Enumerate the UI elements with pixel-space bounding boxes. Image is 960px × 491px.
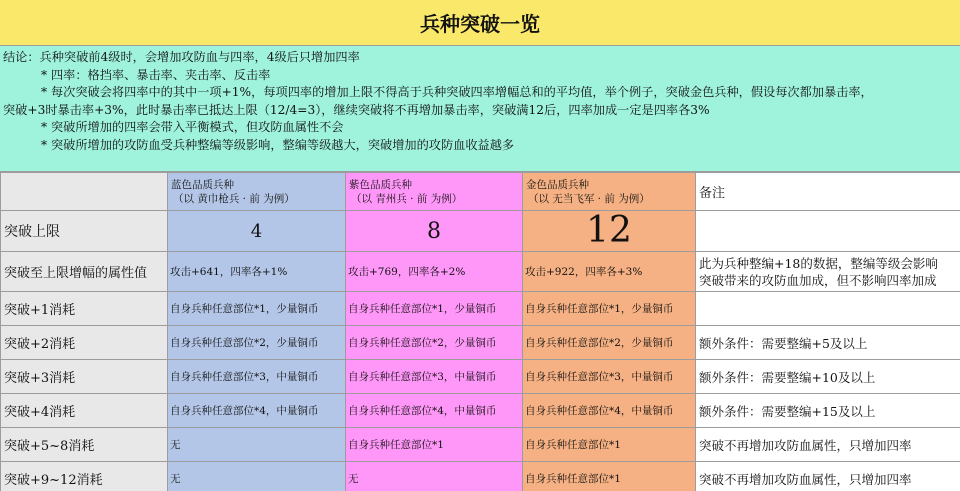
- cost-gold: 自身兵种任意部位*2，少量铜币: [523, 326, 696, 360]
- header-gold-sub: （以 无当飞军 · 前 为例）: [528, 192, 650, 205]
- table-row: [1, 326, 960, 360]
- cost-note: 额外条件：需要整编+10及以上: [696, 360, 960, 394]
- note-line-four-rates: * 四率：格挡率、暴击率、夹击率、反击率: [41, 67, 271, 82]
- attr-note-line1: 此为兵种整编+18的数据，整编等级会影响: [699, 255, 938, 271]
- row-label-limit: 突破上限: [1, 211, 168, 252]
- header-purple-title: 紫色品质兵种: [349, 178, 412, 191]
- cost-blue: 无: [168, 428, 346, 462]
- attr-gold: 攻击+922，四率各+3%: [523, 252, 696, 292]
- cost-note: 突破不再增加攻防血属性，只增加四率: [696, 428, 960, 462]
- header-empty-cell: [1, 173, 168, 211]
- cost-blue: 自身兵种任意部位*2，少量铜币: [168, 326, 346, 360]
- limit-purple: 8: [346, 211, 523, 252]
- page-title: 兵种突破一览: [0, 0, 960, 46]
- attr-purple: 攻击+769，四率各+2%: [346, 252, 523, 292]
- note-line-balance-mode: * 突破所增加的四率会带入平衡模式，但攻防血属性不会: [41, 120, 344, 134]
- row-label: 突破+1消耗: [1, 292, 168, 326]
- table-row: [1, 428, 960, 462]
- cost-gold: 自身兵种任意部位*3，中量铜币: [523, 360, 696, 394]
- breakthrough-table: [0, 172, 960, 491]
- attr-blue: 攻击+641，四率各+1%: [168, 252, 346, 292]
- cost-note: [696, 292, 960, 326]
- cost-gold: 自身兵种任意部位*1: [523, 428, 696, 462]
- cost-blue: 无: [168, 462, 346, 491]
- note-line-reorg-effect: * 突破所增加的攻防血受兵种整编等级影响，整编等级越大，突破增加的攻防血收益越多: [41, 137, 515, 152]
- conclusion-notes: [0, 46, 960, 172]
- table-row: [1, 462, 960, 491]
- cost-purple: 无: [346, 462, 523, 491]
- cost-blue: 自身兵种任意部位*3，中量铜币: [168, 360, 346, 394]
- header-gold-title: 金色品质兵种: [526, 178, 589, 191]
- limit-note: [696, 211, 960, 252]
- cost-gold: 自身兵种任意部位*1: [523, 462, 696, 491]
- cost-blue: 自身兵种任意部位*1，少量铜币: [168, 292, 346, 326]
- table-row-attr: [1, 252, 960, 292]
- note-line-rate-cap-cont: 突破+3时暴击率+3%，此时暴击率已抵达上限（12/4=3），继续突破将不再增加暴击率，突破满12后，四率加成一定是四率各3%: [3, 102, 710, 117]
- limit-blue: 4: [168, 211, 346, 252]
- cost-blue: 自身兵种任意部位*4，中量铜币: [168, 394, 346, 428]
- header-blue-sub: （以 黄巾枪兵 · 前 为例）: [173, 192, 295, 205]
- row-label: 突破+3消耗: [1, 360, 168, 394]
- row-label-attr: 突破至上限增幅的属性值: [1, 252, 168, 292]
- cost-note: 额外条件：需要整编+15及以上: [696, 394, 960, 428]
- cost-note: 额外条件：需要整编+5及以上: [696, 326, 960, 360]
- header-note: 备注: [696, 173, 960, 211]
- cost-purple: 自身兵种任意部位*4，中量铜币: [346, 394, 523, 428]
- cost-note: 突破不再增加攻防血属性，只增加四率: [696, 462, 960, 491]
- cost-gold: 自身兵种任意部位*1，少量铜币: [523, 292, 696, 326]
- row-label: 突破+9~12消耗: [1, 462, 168, 491]
- table-row-limit: [1, 211, 960, 252]
- table-row: [1, 292, 960, 326]
- header-blue: [168, 173, 346, 211]
- attr-note: [696, 252, 960, 292]
- row-label: 突破+5~8消耗: [1, 428, 168, 462]
- header-blue-title: 蓝色品质兵种: [171, 178, 234, 191]
- cost-gold: 自身兵种任意部位*4，中量铜币: [523, 394, 696, 428]
- limit-gold: 12: [523, 211, 696, 252]
- cost-purple: 自身兵种任意部位*1，少量铜币: [346, 292, 523, 326]
- note-line-rate-cap: * 每次突破会将四率中的其中一项+1%，每项四率的增加上限不得高于兵种突破四率增幅总和的平均值，举个例子，突破金色兵种，假设每次都加暴击率，: [41, 85, 873, 99]
- cost-purple: 自身兵种任意部位*1: [346, 428, 523, 462]
- table-header-row: [1, 173, 960, 211]
- header-gold: [523, 173, 696, 211]
- cost-purple: 自身兵种任意部位*2，少量铜币: [346, 326, 523, 360]
- header-purple-sub: （以 青州兵 · 前 为例）: [351, 192, 463, 205]
- row-label: 突破+4消耗: [1, 394, 168, 428]
- attr-note-line2: 突破带来的攻防血加成，但不影响四率加成: [699, 272, 937, 288]
- table-row: [1, 394, 960, 428]
- cost-purple: 自身兵种任意部位*3，中量铜币: [346, 360, 523, 394]
- header-purple: [346, 173, 523, 211]
- note-line-conclusion: 结论：兵种突破前4级时，会增加攻防血与四率，4级后只增加四率: [3, 50, 360, 64]
- row-label: 突破+2消耗: [1, 326, 168, 360]
- table-row: [1, 360, 960, 394]
